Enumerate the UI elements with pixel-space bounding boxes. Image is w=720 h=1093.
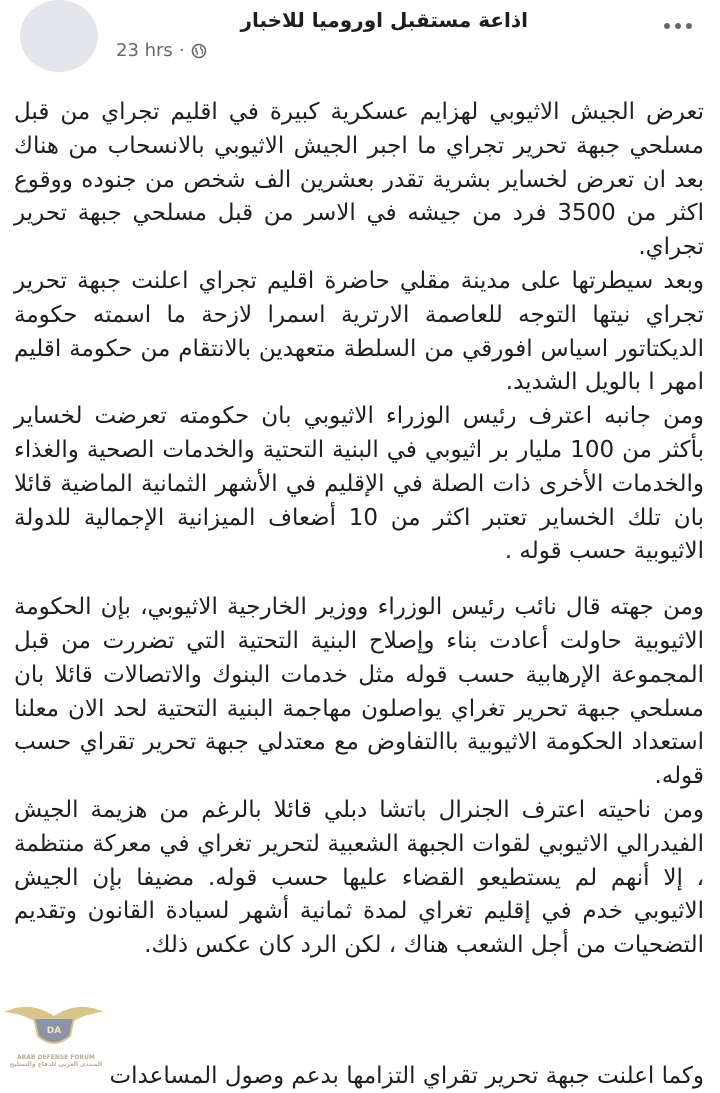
timestamp[interactable]: 23 hrs	[116, 40, 173, 61]
eagle-emblem-icon	[0, 990, 108, 1060]
svg-text:DA: DA	[46, 1026, 62, 1036]
post-paragraph-1: تعرض الجيش الاثيوبي لهزايم عسكرية كبيرة في اقليم تجراي من قبل مسلحي جبهة تحرير تجراي ما اجبر الجيش الاثيوبي بالانسحاب من هناك بعد ان تعرض لخساير بشرية تقدر بعشرين الف شخص من جنوده ووقوع اكثر من 3500 فرد من جيشه في الاسر من قبل مسلحي جبهة تحرير تجراي.	[14, 99, 705, 261]
meta-separator: ·	[178, 40, 185, 61]
post-meta	[116, 40, 207, 61]
post-paragraph-5: ومن ناحيته اعترف الجنرال باتشا دبلي قائلا بالرغم من هزيمة الجيش الفيدرالي الاثيوبي لقوات الجبهة الشعبية لتحرير تغراي في معركة منتظمة ، إلا أنهم لم يستطيعو القضاء عليها حسب قوله. مضيفا بإن الجيش الاثيوبي خدم في إقليم تغراي لمدة ثمانية أشهر لسيادة القانون وتقديم التضحيات من أجل الشعب هناك ، لكن الرد كان عكس ذلك.	[14, 796, 704, 959]
post-header	[0, 0, 720, 80]
post-paragraph-3: ومن جانبه اعترف رئيس الوزراء الاثيوبي بان حكومته تعرضت لخساير بأكثر من 100 مليار بر اثيوبي في البنية التحتية والخدمات الصحية والغذاء والخدمات الأخرى ذات الصلة في الإقليم في الأشهر الثمانية الماضية قائلا بان تلك الخساير تعتبر اكثر من 10 أضعاف الميزانية الإجمالية للدولة الاثيوبية حسب قوله .	[14, 403, 705, 565]
avatar[interactable]	[20, 0, 98, 72]
page-name[interactable]: اذاعة مستقبل اوروميا للاخبار	[240, 8, 528, 32]
watermark-logo	[0, 990, 108, 1078]
post-paragraph-4: ومن جهته قال نائب رئيس الوزراء ووزير الخارجية الاثيوبي، بإن الحكومة الاثيوبية حاولت أعادت بناء وإصلاح البنية التحتية التي تضررت من قبل المجموعة الإرهابية حسب قوله مثل خدمات البنوك والاتصالات قائلا بان مسلحي جبهة تحرير تغراي يواصلون مهاجمة البنية التحتية لحد الان معلنا استعداد الحكومة الاثيوبية باالتفاوض مع معتدلي جبهة تحرير تقراي حسب قوله.	[14, 594, 704, 790]
post-body	[14, 96, 704, 963]
post-paragraph-2: وبعد سيطرتها على مدينة مقلي حاضرة اقليم تجراي اعلنت جبهة تحرير تجراي نيتها التوجه للعاصمة الارترية اسمرا لازحة ما اسمته حكومة الديكتاتور اسياس افورقي من السلطة متعهدين بالانتقام من حكومة اقليم امهر ا بالويل الشديد.	[14, 267, 704, 396]
post-cutoff-line: وكما اعلنت جبهة تحرير تقراي التزامها بدعم وصول المساعدات	[109, 1063, 704, 1089]
more-options-icon[interactable]	[658, 14, 698, 38]
watermark-text: ARAB DEFENSE FORUM المنتدى العربي للدفاع والتسليح	[9, 1054, 103, 1068]
globe-icon	[191, 43, 207, 59]
